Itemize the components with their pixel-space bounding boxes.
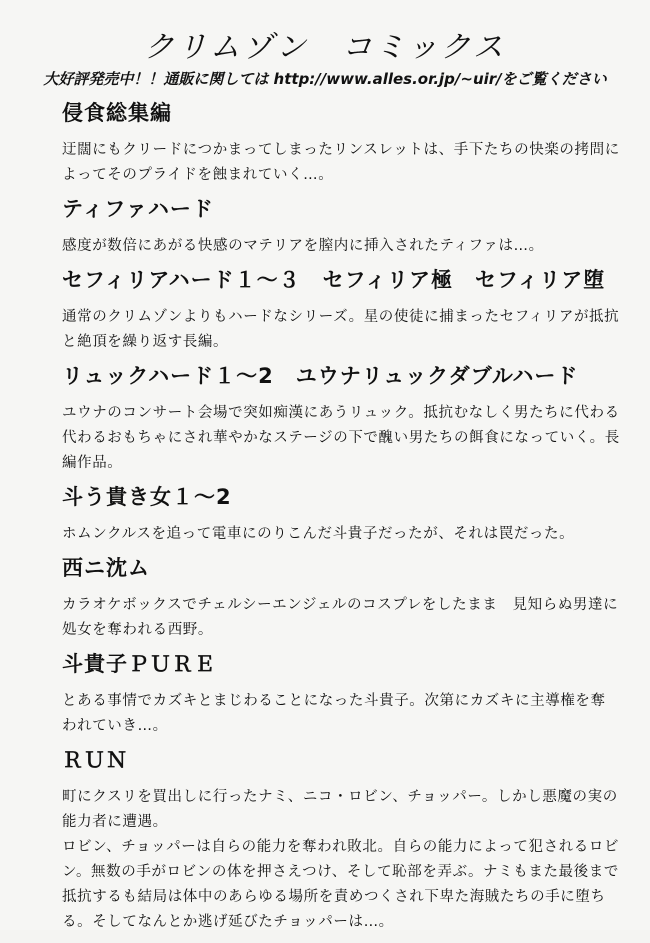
description-paragraph: ユウナのコンサート会場で突如痴漢にあうリュック。抵抗むなしく男たちに代わる代わるおもちゃにされ華やかなステージの下で醜い男たちの餌食になっていく。長編作品。 <box>62 405 620 471</box>
description-paragraph: ホムンクルスを追って電車にのりこんだ斗貴子だったが、それは罠だった。 <box>62 526 575 542</box>
comic-title: セフィリアハード１～３ セフィリア極 セフィリア堕 <box>62 268 606 292</box>
comic-description <box>62 522 620 547</box>
comic-entry <box>52 555 620 643</box>
comics-list <box>52 96 620 943</box>
comic-title: 斗う貴き女１～2 <box>62 485 232 509</box>
comic-description <box>62 305 620 355</box>
comic-description <box>62 138 620 188</box>
comic-title: ＲＵＮ <box>62 748 128 772</box>
comic-title: 侵食総集編 <box>62 101 172 125</box>
comic-title: 西ニ沈ム <box>62 556 150 580</box>
comic-entry <box>52 747 620 935</box>
page-title: クリムゾン コミックス <box>143 30 507 65</box>
description-paragraph: 町にクスリを買出しに行ったナミ、ニコ・ロビン、チョッパー。しかし悪魔の実の能力者に遭遇。 <box>62 789 618 830</box>
description-paragraph: 感度が数倍にあがる快感のマテリアを膣内に挿入されたティファは…。 <box>62 238 544 254</box>
comic-entry <box>52 267 620 355</box>
description-paragraph: 通常のクリムゾンよりもハードなシリーズ。星の使徒に捕まったセフィリアが抵抗と絶頂を繰り返す長編。 <box>62 309 620 350</box>
comic-title: ティファハード <box>62 197 214 221</box>
comic-entry <box>52 100 620 188</box>
description-paragraph: 迂闊にもクリードにつかまってしまったリンスレットは、手下たちの快楽の拷問によってそのプライドを蝕まれていく…。 <box>62 142 620 183</box>
comic-entry <box>52 363 620 476</box>
comic-description <box>62 785 620 935</box>
comic-entry <box>52 196 620 259</box>
comic-title: リュックハード１～2 ユウナリュックダブルハード <box>62 364 579 388</box>
comic-entry <box>52 484 620 547</box>
comic-entry <box>52 651 620 739</box>
description-paragraph: カラオケボックスでチェルシーエンジェルのコスプレをしたまま 見知らぬ男達に処女を奪われる西野。 <box>62 597 619 638</box>
comic-description <box>62 689 620 739</box>
description-paragraph: とある事情でカズキとまじわることになった斗貴子。次第にカズキに主導権を奪われていき…。 <box>62 693 606 734</box>
comic-description <box>62 234 620 259</box>
comic-description <box>62 401 620 476</box>
comic-description <box>62 593 620 643</box>
mail-order-notice: 大好評発売中！！通販に関しては http://www.alles.or.jp/~uir/をご覧ください <box>43 70 607 88</box>
description-paragraph: ロビン、チョッパーは自らの能力を奪われ敗北。自らの能力によって犯されるロビン。無数の手がロビンの体を押さえつけ、そして恥部を弄ぶ。ナミもまた最後まで抵抗するも結局は体中のあらゆる場所を責めつくされ下卑た海賊たちの手に堕ちる。そしてなんとか逃げ延びたチョッパーは…。 <box>62 839 620 930</box>
comic-title: 斗貴子ＰＵＲＥ <box>62 652 216 676</box>
